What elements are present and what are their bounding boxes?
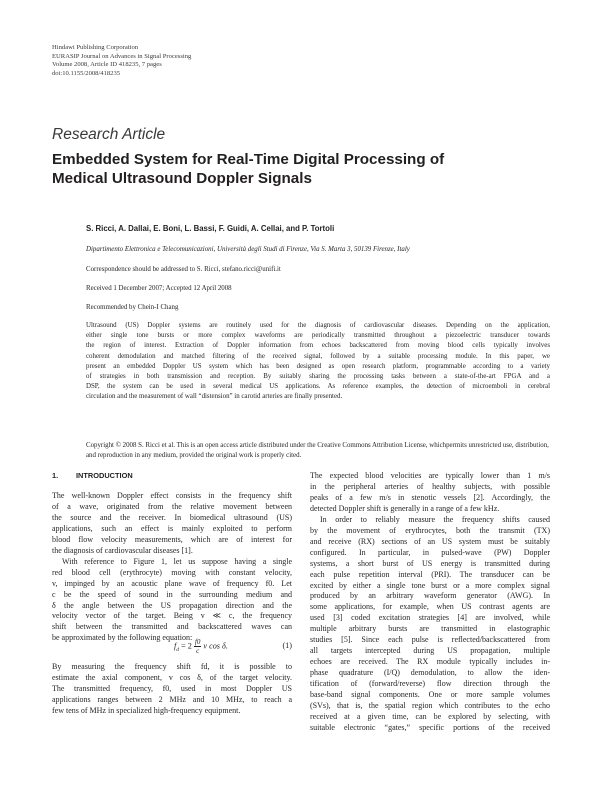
text-line: and receive (RX) sections of an US system must be suitably <box>310 536 550 546</box>
text-line: c be the speed of sound in the surrounding medium and <box>52 589 292 599</box>
text-line: The transmitted frequency, f0, used in most Doppler US <box>52 683 292 693</box>
text-line: Copyright © 2008 S. Ricci et al. This is an open access article distributed under the Creative Commons Attribution License, which <box>86 442 447 449</box>
text-line: shift between the transmitted and backscattered waves can <box>52 622 292 632</box>
text-line: excited by either a single tone burst or a more complex signal <box>310 580 550 590</box>
text-line: received at a given time, can be explored by selecting, with <box>310 711 550 721</box>
text-line: applications, such an effect is mainly exploited to perform <box>52 523 292 533</box>
text-line: base-band signal components. One or more sample volumes <box>310 690 550 700</box>
section-heading <box>52 471 133 480</box>
text-line: the source and the receiver. In biomedical ultrasound (US) <box>52 512 292 522</box>
right-column-text <box>310 471 550 734</box>
text-line: the region of interest. Extraction of Doppler information from echoes backscattered from moving blood cells typically involves <box>86 342 550 350</box>
text-line: studies [5]. Since each pulse is reflected/backscattered from <box>310 635 550 645</box>
text-line: DSP, the system can be used in several medical US applications. As reference examples, the detection of microemboli in cerebral <box>86 383 550 391</box>
text-line: configured. In particular, in pulsed-wave (PW) Doppler <box>310 547 550 557</box>
equation-1 <box>52 634 292 656</box>
text-line: red blood cell (erythrocyte) moving with constant velocity, <box>52 567 292 577</box>
journal-info <box>52 44 191 78</box>
text-line: by the movement of erythrocytes, both the transmit (TX) <box>310 525 550 535</box>
text-line: the diagnosis of cardiovascular diseases [1]. <box>52 545 193 555</box>
text-line: applications ranges between 2 MHz and 10 MHz, to reach a <box>52 694 292 704</box>
text-line: suitable electronic “gates,” specific portions of the received <box>310 722 550 732</box>
text-line: in the peripheral arteries of healthy subjects, with possible <box>310 481 550 491</box>
recommended-by: Recommended by Chein-I Chang <box>86 304 179 311</box>
text-line: each pulse repetition interval (PRI). The transducer can be <box>310 569 550 579</box>
text-line: of strategies in both transmission and reception. By suitably sharing the processing tasks between a state-of-the-art FPGA and a <box>86 373 550 381</box>
text-line: phase quadrature (I/Q) demodulation, to allow the iden- <box>310 668 550 678</box>
text-line: velocity vector of the target. Being v ≪ c, the frequency <box>52 611 292 621</box>
text-line: coherent demodulation and matched filtering of the received signal, followed by a suitable processing module. In this paper, we <box>86 352 550 360</box>
eq-equals: = 2 <box>181 641 192 651</box>
text-line: δ the angle between the US propagation direction and the <box>52 600 292 610</box>
authors: S. Ricci, A. Dallai, E. Boni, L. Bassi, F. Guidi, A. Cellai, and P. Tortoli <box>86 224 335 233</box>
text-line: blood flow velocity measurements, which are of interest for <box>52 534 292 544</box>
volume-line: Volume 2008, Article ID 418235, 7 pages <box>52 61 162 69</box>
eq-rhs: v cos δ. <box>203 641 228 651</box>
text-line: permits unrestricted use, distribution, and reproduction in any medium, provided the original work is properly cited. <box>86 442 549 460</box>
equation-number: (1) <box>282 641 292 650</box>
copyright-notice <box>86 441 550 461</box>
doi: doi:10.1155/2008/418235 <box>52 69 121 77</box>
section-number: 1. <box>52 471 59 480</box>
text-line: Ultrasound (US) Doppler systems are routinely used for the diagnosis of cardiovascular diseases. Depending on the application, <box>86 322 550 329</box>
section-title: INTRODUCTION <box>76 471 133 480</box>
publisher: Hindawi Publishing Corporation <box>52 44 139 51</box>
text-line: present an embedded Doppler US system which has been designed as open research platform, programmable according to a variety <box>86 362 550 370</box>
text-line: In order to reliably measure the frequency shifts caused <box>320 514 550 524</box>
text-line: few tens of MHz in specialized high-frequency equipment. <box>52 705 241 715</box>
text-line: systems, a short burst of US energy is transmitted during <box>310 558 550 568</box>
eq-frac-den: c <box>196 647 200 655</box>
eq-lhs: f <box>174 641 177 651</box>
affiliation: Dipartimento Elettronica e Telecomunicazioni, Università degli Studi di Firenze, Via S. Marta 3, 50139 Firenze, Italy <box>86 246 410 253</box>
equation-body <box>174 638 228 655</box>
abstract <box>86 321 550 403</box>
text-line: used [3] coded excitation strategies [4] are involved, while <box>310 613 550 623</box>
eq-lhs-sub: d <box>176 647 180 654</box>
eq-frac-num: f0 <box>194 638 201 646</box>
text-line: tification of (forward/reverse) flow direction through the <box>310 679 550 689</box>
received-date: Received 1 December 2007; Accepted 12 April 2008 <box>86 285 232 292</box>
left-column-text <box>52 491 292 644</box>
text-line: some applications, for example, when US contrast agents are <box>310 602 550 612</box>
text-line: estimate the axial component, v cos δ, of the target velocity. <box>52 672 292 682</box>
text-line: be approximated by the following equation: <box>52 633 193 643</box>
journal-name: EURASIP Journal on Advances in Signal Processing <box>52 52 192 60</box>
text-line: circulation and the measurement of wall “distension” in carotid arteries are finally presented. <box>86 393 343 401</box>
article-type: Research Article <box>52 126 166 143</box>
text-line: multiple arbitrary bursts are transmitted in elastographic <box>310 624 550 634</box>
left-column-text-continued <box>52 662 292 717</box>
text-line: (SVs), that is, the spatial region which contributes to the echo <box>310 701 550 711</box>
text-line: v, impinged by an acoustic plane wave of frequency f0. Let <box>52 578 292 588</box>
text-line: either single tone bursts or more complex waveforms are periodically transmitted throughout a piezoelectric transducer towards <box>86 332 550 340</box>
title-line: Embedded System for Real-Time Digital Processing of <box>52 151 445 168</box>
text-line: echoes are received. The RX module typically includes in- <box>310 657 550 667</box>
title-line: Medical Ultrasound Doppler Signals <box>52 170 312 187</box>
text-line: The well-known Doppler effect consists in the frequency shift <box>52 491 292 500</box>
text-line: The expected blood velocities are typically lower than 1 m/s <box>310 471 550 480</box>
text-line: of a wave, originated from the relative movement between <box>52 501 292 511</box>
text-line: With reference to Figure 1, let us suppose having a single <box>62 556 292 566</box>
text-line: detected Doppler shift is generally in a range of a few kHz. <box>310 503 500 513</box>
text-line: all targets intercepted during US propagation, multiple <box>310 646 550 656</box>
paper-title <box>52 150 522 188</box>
correspondence: Correspondence should be addressed to S. Ricci, stefano.ricci@unifi.it <box>86 266 281 273</box>
text-line: produced by an arbitrary waveform generator (AWG). In <box>310 591 550 601</box>
text-line: peaks of a few m/s in stenotic vessels [2]. Accordingly, the <box>310 492 550 502</box>
eq-fraction <box>194 638 201 655</box>
text-line: By measuring the frequency shift fd, it is possible to <box>52 662 292 671</box>
